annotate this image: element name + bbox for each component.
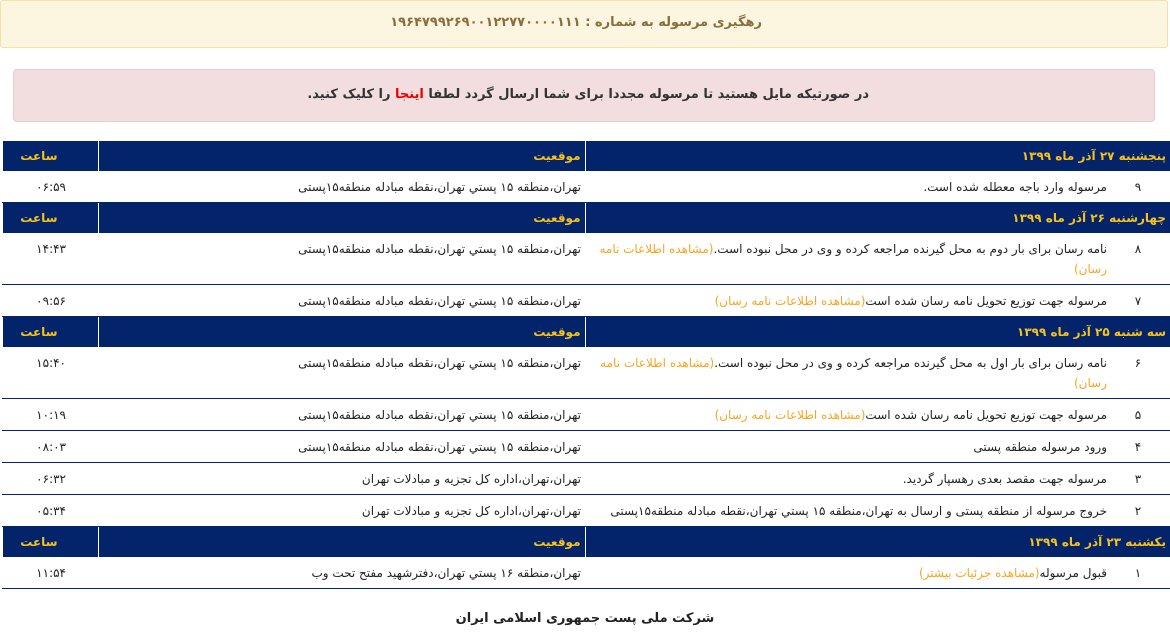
table-row	[2, 399, 1170, 431]
time-header: ساعت	[2, 317, 98, 348]
location-header: موقعیت	[98, 527, 585, 558]
event-number: ۸	[1134, 242, 1142, 256]
details-link[interactable]: (مشاهده اطلاعات نامه رسان)	[599, 242, 1107, 276]
event-description	[586, 177, 1107, 197]
event-description	[586, 239, 1107, 279]
table-row	[2, 495, 1170, 527]
location-header: موقعیت	[98, 203, 585, 234]
table-row	[2, 557, 1170, 589]
table-row	[2, 285, 1170, 317]
event-location: تهران،تهران،اداره کل تجزیه و مبادلات تهران	[98, 495, 585, 527]
location-header: موقعیت	[98, 141, 585, 171]
event-wrap	[586, 405, 1169, 425]
alert-after: را کلیک کنید.	[307, 87, 395, 102]
event-description	[586, 563, 1107, 583]
event-wrap	[586, 177, 1169, 197]
event-time: ۰۶:۵۹	[2, 171, 98, 203]
event-text: ورود مرسوله منطقه پستی	[973, 440, 1107, 454]
event-time: ۱۵:۴۰	[2, 347, 98, 399]
table-row	[2, 347, 1170, 399]
event-location: تهران،منطقه ۱۶ پستي تهران،دفترشهید مفتح تحت وب	[98, 557, 585, 589]
event-description	[586, 353, 1107, 393]
event-wrap	[586, 291, 1169, 311]
event-description	[586, 291, 1107, 311]
event-text: مرسوله جهت توزیع تحویل نامه رسان شده است	[865, 408, 1107, 422]
alert-before: در صورتیکه مایل هستید تا مرسوله مجددا برای شما ارسال گردد لطفا	[423, 87, 869, 102]
table-row	[2, 233, 1170, 285]
event-cell	[585, 495, 1170, 527]
event-cell	[585, 399, 1170, 431]
event-time: ۰۶:۳۲	[2, 463, 98, 495]
date-header-row	[2, 317, 1170, 348]
event-wrap	[586, 437, 1169, 457]
alert-text	[307, 87, 869, 102]
tracking-title	[390, 15, 762, 30]
event-number: ۵	[1134, 408, 1142, 422]
event-cell	[585, 233, 1170, 285]
event-description	[586, 501, 1107, 521]
event-location: تهران،تهران،اداره کل تجزیه و مبادلات تهران	[98, 463, 585, 495]
tracking-label: رهگیری مرسوله به شماره :	[585, 15, 762, 30]
time-header: ساعت	[2, 141, 98, 171]
location-header: موقعیت	[98, 317, 585, 348]
date-header: پنجشنبه ۲۷ آذر ماه ۱۳۹۹	[585, 141, 1170, 171]
event-time: ۰۹:۵۶	[2, 285, 98, 317]
event-cell	[585, 285, 1170, 317]
event-time: ۱۱:۵۴	[2, 557, 98, 589]
tracking-banner	[0, 0, 1168, 48]
event-wrap	[586, 469, 1169, 489]
event-cell	[585, 431, 1170, 463]
event-number: ۹	[1134, 180, 1142, 194]
event-cell	[585, 463, 1170, 495]
date-header-row	[2, 527, 1170, 558]
event-number: ۲	[1134, 504, 1142, 518]
table-row	[2, 171, 1170, 203]
event-location: تهران،منطقه ۱۵ پستي تهران،نقطه مبادله منطقه۱۵پستی	[98, 171, 585, 203]
event-description	[586, 469, 1107, 489]
event-location: تهران،منطقه ۱۵ پستي تهران،نقطه مبادله منطقه۱۵پستی	[98, 285, 585, 317]
date-header: چهارشنبه ۲۶ آذر ماه ۱۳۹۹	[585, 203, 1170, 234]
event-location: تهران،منطقه ۱۵ پستي تهران،نقطه مبادله منطقه۱۵پستی	[98, 347, 585, 399]
event-wrap	[586, 501, 1169, 521]
footer-company-name: شرکت ملی پست جمهوری اسلامی ایران	[455, 611, 715, 626]
event-number: ۶	[1134, 356, 1142, 370]
tracking-number: ۱۹۶۴۷۹۹۲۶۹۰۰۱۲۲۷۷۰۰۰۰۱۱۱	[390, 15, 581, 30]
event-wrap	[586, 563, 1169, 583]
resend-alert	[13, 69, 1155, 122]
event-wrap	[586, 239, 1169, 279]
event-number: ۳	[1134, 472, 1142, 486]
event-cell	[585, 347, 1170, 399]
event-text: نامه رسان برای بار دوم به محل گیرنده مراجعه کرده و وی در محل نبوده است.	[713, 242, 1107, 256]
details-link[interactable]: (مشاهده اطلاعات نامه رسان)	[714, 294, 866, 308]
event-location: تهران،منطقه ۱۵ پستي تهران،نقطه مبادله منطقه۱۵پستی	[98, 399, 585, 431]
details-link[interactable]: (مشاهده اطلاعات نامه رسان)	[714, 408, 866, 422]
details-link[interactable]: (مشاهده جزئیات بیشتر)	[918, 566, 1040, 580]
event-time: ۱۴:۴۳	[2, 233, 98, 285]
event-text: خروج مرسوله از منطقه پستی و ارسال به تهران،منطقه ۱۵ پستي تهران،نقطه مبادله منطقه۱۵پستی	[610, 504, 1107, 518]
event-description	[586, 437, 1107, 457]
date-header: یکشنبه ۲۳ آذر ماه ۱۳۹۹	[585, 527, 1170, 558]
event-text: قبول مرسوله	[1039, 566, 1107, 580]
date-header: سه شنبه ۲۵ آذر ماه ۱۳۹۹	[585, 317, 1170, 348]
event-description	[586, 405, 1107, 425]
event-number: ۷	[1134, 294, 1142, 308]
event-text: مرسوله جهت مقصد بعدی رهسپار گردید.	[902, 472, 1107, 486]
event-number: ۱	[1134, 566, 1142, 580]
time-header: ساعت	[2, 203, 98, 234]
event-location: تهران،منطقه ۱۵ پستي تهران،نقطه مبادله منطقه۱۵پستی	[98, 431, 585, 463]
event-time: ۰۸:۰۳	[2, 431, 98, 463]
resend-link[interactable]: اینجا	[394, 87, 424, 102]
table-row	[2, 463, 1170, 495]
date-header-row	[2, 203, 1170, 234]
event-cell	[585, 171, 1170, 203]
time-header: ساعت	[2, 527, 98, 558]
event-text: مرسوله وارد باجه معطله شده است.	[923, 180, 1107, 194]
event-number: ۴	[1134, 440, 1142, 454]
event-location: تهران،منطقه ۱۵ پستي تهران،نقطه مبادله منطقه۱۵پستی	[98, 233, 585, 285]
tracking-table	[2, 141, 1170, 589]
event-cell	[585, 557, 1170, 589]
details-link[interactable]: (مشاهده اطلاعات نامه رسان)	[600, 356, 1107, 390]
event-time: ۱۰:۱۹	[2, 399, 98, 431]
event-time: ۰۵:۳۴	[2, 495, 98, 527]
date-header-row	[2, 141, 1170, 171]
event-wrap	[586, 353, 1169, 393]
event-text: نامه رسان برای بار اول به محل گیرنده مراجعه کرده و وی در محل نبوده است.	[714, 356, 1107, 370]
table-row	[2, 431, 1170, 463]
event-text: مرسوله جهت توزیع تحویل نامه رسان شده است	[865, 294, 1107, 308]
